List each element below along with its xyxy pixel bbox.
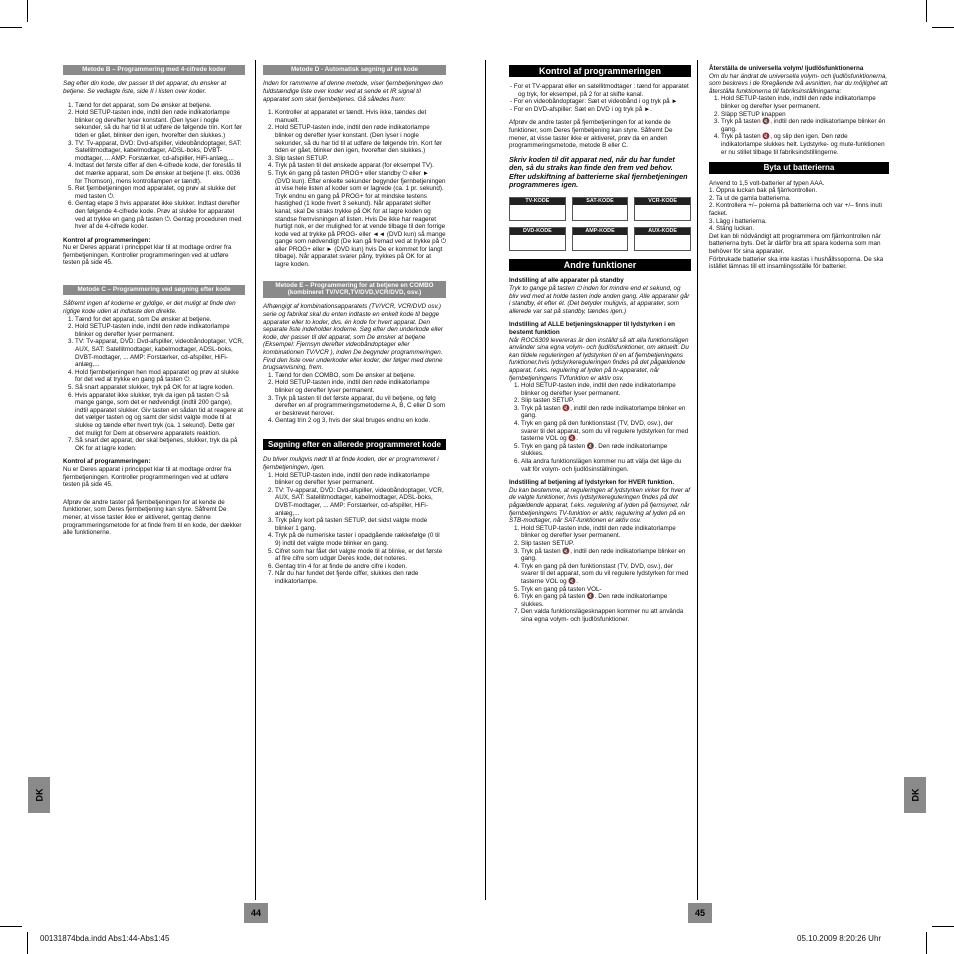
- note-text: Skriv koden til dit apparat ned, når du har fundet den, så du straks kan finde den frem ved behov. Efter udskiftning af batterierne skal fjernbetjeningen programmeres igen.: [509, 154, 688, 189]
- list-item: 2. TV: Tv-apparat, DVD: Dvd-afspiller, videobåndoptager, VCR, AUX, SAT: Satellitmodtager, kabelmodtager, ADSL-boks, DVBT-modtager, ... AMP: Forstærker, cd-afspiller, HiFi-anlæg,...: [275, 487, 446, 517]
- batteries-text: Anvend to 1,5 volt-batterier af typen AAA. 1. Öppna luckan bak på fjärrkontrollen. 2. Ta ut de gamla batterierna. 2. Kontrollera +/– polerna på batterierna och var +/– finns inuti facket. 3. Lägg i batterierna. 4. Stäng luckan. Det kan bli nödvändigt att programmera om fjärrkontrollen när batterierna byts. Det är därför bra att spara koderna som man behöver för sina apparater. Förbrukade batterier ska inte kastas i hushållssoporna. De ska istället lämnas till ett insamlingsställe för batterier.: [709, 179, 884, 271]
- code-box: [634, 197, 691, 221]
- list-item: 2. Hold SETUP-tasten inde, indtil den røde indikatorlampe blinker og derefter lyser konstant. (Den lyser i nogle sekunder, så du har tid til at udføre de følgende trin. Kort før tiden er gået, blinker den igen, hvorefter den slukkes.): [75, 109, 245, 139]
- subsection-text: Tryk to gange på tasten ⏻ inden for mindre end et sekund, og bliv ved med at holde tasten inde anden gang. Alle apparater går i standby, ét efter ét. (Det betyder muligvis, at apparater, som allerede var sat på standby, tændes igen.): [509, 284, 690, 315]
- list-item: 3. Tryk påny kort på tasten SETUP, det sidst valgte mode blinker 1 gang.: [275, 517, 446, 532]
- list-item: 1. Tænd for det apparat, som De ønsker at betjene.: [75, 316, 245, 324]
- crop-mark: [932, 27, 954, 28]
- list-item: 3. Tryk på tasten 🔇, indtil den røde indikatorlampe blinker en gang.: [521, 405, 691, 420]
- list-item: 6. Tryk en gang på tasten 🔇. Den røde indikatorlampe slukkes.: [521, 593, 691, 608]
- list-item: 5. Tryk en gang på tasten VOL-: [521, 586, 691, 594]
- intro-text: Du bliver muligvis nødt til at finde koden, der er programmeret i fjernbetjeningen, igen.: [263, 456, 439, 472]
- column-4: [709, 65, 889, 277]
- list-item: - For en DVD-afspiller: Sæt en DVD i og tryk på ►.: [518, 106, 691, 114]
- section-header-control: Kontrol af programmeringen: [509, 65, 691, 77]
- list-item: 3. Slip tasten SETUP.: [275, 155, 446, 163]
- section-header-search-code: Søgning efter en allerede programmeret kode: [263, 439, 446, 451]
- column-1: [63, 65, 245, 543]
- subsection-text: Du kan bestemme, at reguleringen af lydstyrken virker for hver af de valgte funktioner, hvis lydstyrkereguleringen findes på det pågældende apparat, f.eks. regulering af lyden på fjernsynet, når fjernbetjeningens TV-funktion er aktiv, regulering af lyden på en STB-modtager, når SAT-funktionen er aktiv osv.: [509, 486, 690, 525]
- intro-text: Om du har ändrat de universella volym- och ljudlösfunktionerna, som beskrevs i de föregående två avsnitten, har du möjlighet att återställa funktionerna till fabriksinställningarna:: [709, 72, 888, 95]
- list-item: 4. Tryk en gang på den funktionstast (TV, DVD, osv.), der svarer til det apparat, som du vil regulere lydstyrken for med tasterne VOL og 🔇.: [521, 420, 691, 443]
- steps-list: [509, 525, 691, 624]
- column-divider: [255, 60, 256, 900]
- list-item: 6. Hvis apparatet ikke slukker, tryk da igen på tasten ⏻ så mange gange, som det er nødvendigt (indtil 200 gange), indtil apparatet slukker. Giv tasten en sådan tid at reagere at det vælger tasten og og samt der sidst valgte mode til at slukke og tænde efter hvert tryk (ca. 1 sekund). Dette gør det muligt for Dem at observere apparatets reaktion.: [75, 392, 245, 438]
- list-item: 3. Tryk på tasten 🔇, indtil den røde indikatorlampe blinker én gang.: [721, 118, 889, 133]
- code-box-label: AUX-KODE: [635, 228, 690, 235]
- crop-mark: [0, 27, 22, 28]
- steps-list: [509, 382, 691, 473]
- intro-text: Afhængigt af kombinationsapparatets (TV/VCR, VCR/DVD osv.) serie og fabrikat skal du enten indtaste en enkelt kode til begge apparater eller to koder, dvs. én kode for hvert apparat. Den separate liste indeholder koderne. Søg efter den underkode eller kode, der passer til det apparat, som De ønsker at betjene (Eksempel: Fjernsyn derefter videobåndoptager eller kombinationen TV/VCR ), inden De begynder programmeringen. Find den liste over underkoder eller koder, der følger med denne brugsanvisning, frem.: [263, 303, 443, 372]
- steps-list: [263, 372, 446, 425]
- footer-date: 05.10.2009 8:20:26 Uhr: [797, 934, 882, 943]
- list-item: 4. Gentag trin 2 og 3, hvis der skal bruges endnu en kode.: [275, 417, 446, 425]
- list-item: 2. Hold SETUP-tasten inde, indtil den røde indikatorlampe blinker og derefter lyser permanent.: [275, 379, 446, 394]
- list-item: 3. Tryk på tasten 🔇, indtil den røde indikatorlampe blinker en gang.: [521, 548, 691, 563]
- section-header-method-b: Metode B – Programmering med 4-cifrede koder: [63, 65, 245, 75]
- list-item: 7. Når du har fundet det fjerde ciffer, slukkes den røde indikatorlampe.: [275, 570, 446, 585]
- bullet-list: [509, 83, 691, 113]
- steps-list: [709, 95, 889, 156]
- list-item: 1. Hold SETUP-tasten inde, indtil den røde indikatorlampe blinker og derefter lyser permanent.: [521, 525, 691, 540]
- list-item: 6. Gentag trin 4 for at finde de andre cifre i koden.: [275, 563, 446, 571]
- section-header-method-d: Metode D - Automatisk søgning af en kode: [263, 65, 446, 75]
- page-number-right: 45: [688, 903, 712, 923]
- body-text: Afprøv de andre taster på fjernbetjeningen for at kende de funktioner, som Deres fjernbetjening kan styre. Såfremt De mener, at visse taster ikke er aktiveret, prøv da en anden programmeringsmetode, metode B eller C.: [509, 119, 673, 150]
- control-text: Nu er Deres apparat i princippet klar til at modtage ordrer fra fjernbetjeningen. Kontroller programmeringen ved at udføre testen på side 45.: [63, 244, 232, 267]
- outro-text: Afprøv de andre taster på fjernbetjeningen for at kende de funktioner, som Deres fjernbetjening kan styre. Såfremt De mener, at visse taster ikke er aktiveret, gentag denne programmeringsmetode for at finde frem til en kode, der dækker alle funktionerne.: [63, 498, 242, 537]
- intro-text: Søg efter din kode, der passer til det apparat, du ønsker at betjene. Se vedlagte liste, side II i listen over koder.: [63, 80, 227, 95]
- crop-mark: [926, 0, 927, 22]
- list-item: 1. Hold SETUP-tasten inde, indtil den røde indikatorlampe blinker og derefter lyser permanent.: [521, 382, 691, 397]
- code-box: [509, 227, 566, 251]
- section-header-method-c: Metode C – Programmering ved søgning efter kode: [63, 285, 245, 295]
- list-item: 4. Tryk på tasten til det ønskede apparat (for eksempel TV).: [275, 162, 446, 170]
- crop-mark: [932, 926, 954, 927]
- control-title: Kontrol af programmeringen:: [63, 236, 151, 244]
- subsection-text: Når ROC6309 levereras är den inställd så att alla funktionslägen använder sina egna volym- och ljudlösfunktioner, om aktuellt. Du kan tildele reguleringen af lydstyrken til en af fjernbetjeningens funktioner,hvis lydstyrkereguleringen findes på det pågældende apparat, f.eks. regulering af lyden på tv-apparatet, når fjernbetjeningens TVfunktion er aktiv osv.: [509, 336, 689, 382]
- code-box: [572, 197, 629, 221]
- section-header-batteries: Byta ut batterierna: [709, 162, 889, 174]
- section-header-other-functions: Andre funktioner: [509, 259, 691, 271]
- list-item: 5. Så snart apparatet slukker, tryk på OK for at lagre koden.: [75, 384, 245, 392]
- list-item: 7. Så snart det apparat, der skal betjenes, slukker, tryk da på OK for at lagre koden.: [75, 437, 245, 452]
- code-box-label: VCR-KODE: [635, 198, 690, 205]
- list-item: 4. Tryk på tasten 🔇, og slip den igen. Den røde indikatorlampe slukkes helt. Lydstyrke- og mute-funktionen er nu stillet tilbage til fabriksindstillingerne.: [721, 133, 889, 156]
- column-3: [509, 65, 691, 630]
- language-tab-left: DK: [28, 777, 50, 813]
- code-box: [634, 227, 691, 251]
- crop-mark: [27, 0, 28, 22]
- list-item: 4. Hold fjernbetjeningen hen mod apparatet og prøv at slukke for det ved at trykke en gang på tasten ⏻.: [75, 369, 245, 384]
- list-item: 3. Tryk på tasten til det første apparat, du vil betjene, og følg derefter en af programmeringsmetoderne A, B, C eller D som er beskrevet herover.: [275, 395, 446, 418]
- intro-text: Inden for rammerne af denne metode, viser fjernbetjeningen den fuldstændige liste over koder ved at sende et IR signal til apparatet som skal fjernbetjenes. Gå således frem:: [263, 80, 443, 103]
- subsection-title: Indstilling af ALLE betjeningsknapper til lydstyrken i en bestemt funktion: [509, 321, 675, 336]
- list-item: 1. Hold SETUP-tasten inde, indtil den røde indikatorlampe blinker og derefter lyser permanent.: [275, 472, 446, 487]
- list-item: 5. Tryk én gang på tasten PROG+ eller standby ⏻ eller ► (DVD kun). Efter enkelte sekunder begynder fjernbetjeningen at vise hele listen af koder som er lagrede (ca. 1 pr. sekund). Tryk endnu en gang på PROG+ for at mindske testens hastighed (1 kode hvert 3 sekund). Når apparatet skifter kanal, skal De straks trykke på OK for at lagre koden og standse fremvisningen af listen. Hvis De ikke har reageret hurtigt nok, er der mulighed for at vende tilbage til den forrige kode ved at trykke på PROG- eller ◄◄ (DVD kun) så mange gange som nødvendigt (De kan gå fremad ved at trykke på ⏻ eller PROG+ eller ► (DVD kun) hvis De er kommet for langt tilbage). Når apparatet svarer påny, trykkes på OK for at lagre koden.: [275, 170, 446, 269]
- subsection-title: Indstilling af betjening af lydstyrken for HVER funktion.: [509, 479, 675, 487]
- list-item: 4. Indtast det første ciffer af den 4-cifrede kode, der foreslås til det mærke apparat, som De ønsker at betjene (f. eks. 0036 for Thomson), mens kontrollampen er tændt).: [75, 162, 245, 185]
- list-item: - For en videobåndoptager: Sæt et videobånd i og tryk på ►: [518, 98, 691, 106]
- crop-mark: [0, 926, 22, 927]
- list-item: 4. Tryk på de numeriske taster i opadgående rækkefølge (0 til 9) indtil det valgte mode blinker en gang.: [275, 532, 446, 547]
- list-item: 1. Tænd for det apparat, som De ønsker at betjene.: [75, 102, 245, 110]
- code-box: [572, 227, 629, 251]
- steps-list: [63, 102, 245, 231]
- control-title: Kontrol af programmeringen:: [63, 458, 151, 466]
- list-item: 1. Kontroller at apparatet er tændt. Hvis ikke, tændes det manuelt.: [275, 109, 446, 124]
- list-item: 3. TV: Tv-apparat, DVD: Dvd-afspiller, videobåndoptager, SAT: Satellitmodtager, kabelmodtager, ADSL-boks, DVBT-modtager, ... AMP: Forstærker, cd-afspiller, HiFi-anlæg,...: [75, 140, 245, 163]
- steps-list: [63, 316, 245, 453]
- code-box-label: TV-KODE: [510, 198, 565, 205]
- intro-text: Såfremt ingen af koderne er gyldige, er det muligt at finde den rigtige kode uden at indtaste den direkte.: [63, 300, 236, 316]
- list-item: 5. Ret fjernbetjeningen mod apparatet, og prøv at slukke det med tasten ⏻.: [75, 185, 245, 200]
- section-title-reset: Återställa de universella volym/ ljudlösfunktionerna: [709, 65, 864, 72]
- list-item: 6. Alla andra funktionslägen kommer nu att välja det läge du valt för volym- och ljudlösinställningen.: [521, 458, 691, 473]
- column-divider: [697, 60, 698, 900]
- crop-mark: [27, 932, 28, 954]
- code-boxes: [509, 197, 691, 251]
- column-divider: [485, 60, 486, 900]
- code-box-label: SAT-KODE: [573, 198, 628, 205]
- list-item: 5. Tryk en gang på tasten 🔇. Den røde indikatorlampe slukkes.: [521, 443, 691, 458]
- subsection-title: Indstilling af alle apparater på standby: [509, 277, 624, 285]
- footer-file: 00131874bda.indd Abs1:44-Abs1:45: [40, 934, 170, 943]
- page-number-left: 44: [244, 903, 268, 923]
- list-item: - For et TV-apparat eller en satellitmodtager : tænd for apparatet og tryk, for eksempel, på 2 for at skifte kanal.: [518, 83, 691, 98]
- list-item: 1. Hold SETUP-tasten inde, indtil den røde indikatorlampe blinker og derefter lyser permanent.: [721, 95, 889, 110]
- list-item: 5. Cifret som har fået det valgte mode til at blinke, er det første af fire cifre som udgør Deres kode, det noteres.: [275, 548, 446, 563]
- list-item: 4. Tryk en gang på den funktionstast (TV, DVD, osv.), der svarer til det apparat, som du vil regulere lydstyrken for med tasterne VOL og 🔇.: [521, 563, 691, 586]
- language-tab-right: DK: [904, 777, 926, 813]
- code-box: [509, 197, 566, 221]
- control-text: Nu er Deres apparat i princippet klar til at modtage ordrer fra fjernbetjeningen. Kontroller programmeringen ved at udføre testen på side 45.: [63, 465, 232, 489]
- list-item: 1. Tænd for den COMBO, som De ønsker at betjene.: [275, 372, 446, 380]
- list-item: 2. Släpp SETUP knappen: [721, 111, 889, 119]
- steps-list: [263, 472, 446, 586]
- crop-mark: [926, 932, 927, 954]
- steps-list: [263, 109, 446, 268]
- list-item: 2. Slip tasten SETUP.: [521, 540, 691, 548]
- code-box-label: DVD-KODE: [510, 228, 565, 235]
- list-item: 3. TV: Tv-apparat, DVD: Dvd-afspiller, videobåndoptager, VCR, AUX, SAT: Satellitmodtager, kabelmodtager, ADSL-boks, DVBT-modtager, ... AMP: Forstærker, cd-afspiller, HiFi-anlæg,...: [75, 338, 245, 368]
- list-item: 7. Den valda funktionslägesknappen kommer nu att använda sina egna volym- och ljudlösfunktioner.: [521, 608, 691, 623]
- section-header-method-e: Metode E – Programmering for at betjene en COMBO (kombineret TV/VCR,TV/DVD,VCR/DVD, osv.): [263, 281, 446, 299]
- code-box-label: AMP-KODE: [573, 228, 628, 235]
- list-item: 2. Hold SETUP-tasten inde, indtil den røde indikatorlampe blinker og derefter lyser permanent.: [75, 323, 245, 338]
- list-item: 2. Hold SETUP-tasten inde, indtil den røde indikatorlampe blinker og derefter lyser konstant. (Den lyser i nogle sekunder, så du har tid til at udføre de følgende trin. Kort før tiden er gået, blinker den igen, hvorefter den slukkes.): [275, 124, 446, 154]
- list-item: 2. Slip tasten SETUP.: [521, 397, 691, 405]
- column-2: [263, 65, 446, 592]
- list-item: 6. Gentag etape 3 hvis apparatet ikke slukker. Indtast derefter den følgende 4-cifrede kode. Prøv at slukke for apparatet ved at trykke en gang på tasten ⏻. Gentag proceduren med hver af de 4-cifrede koder.: [75, 200, 245, 230]
